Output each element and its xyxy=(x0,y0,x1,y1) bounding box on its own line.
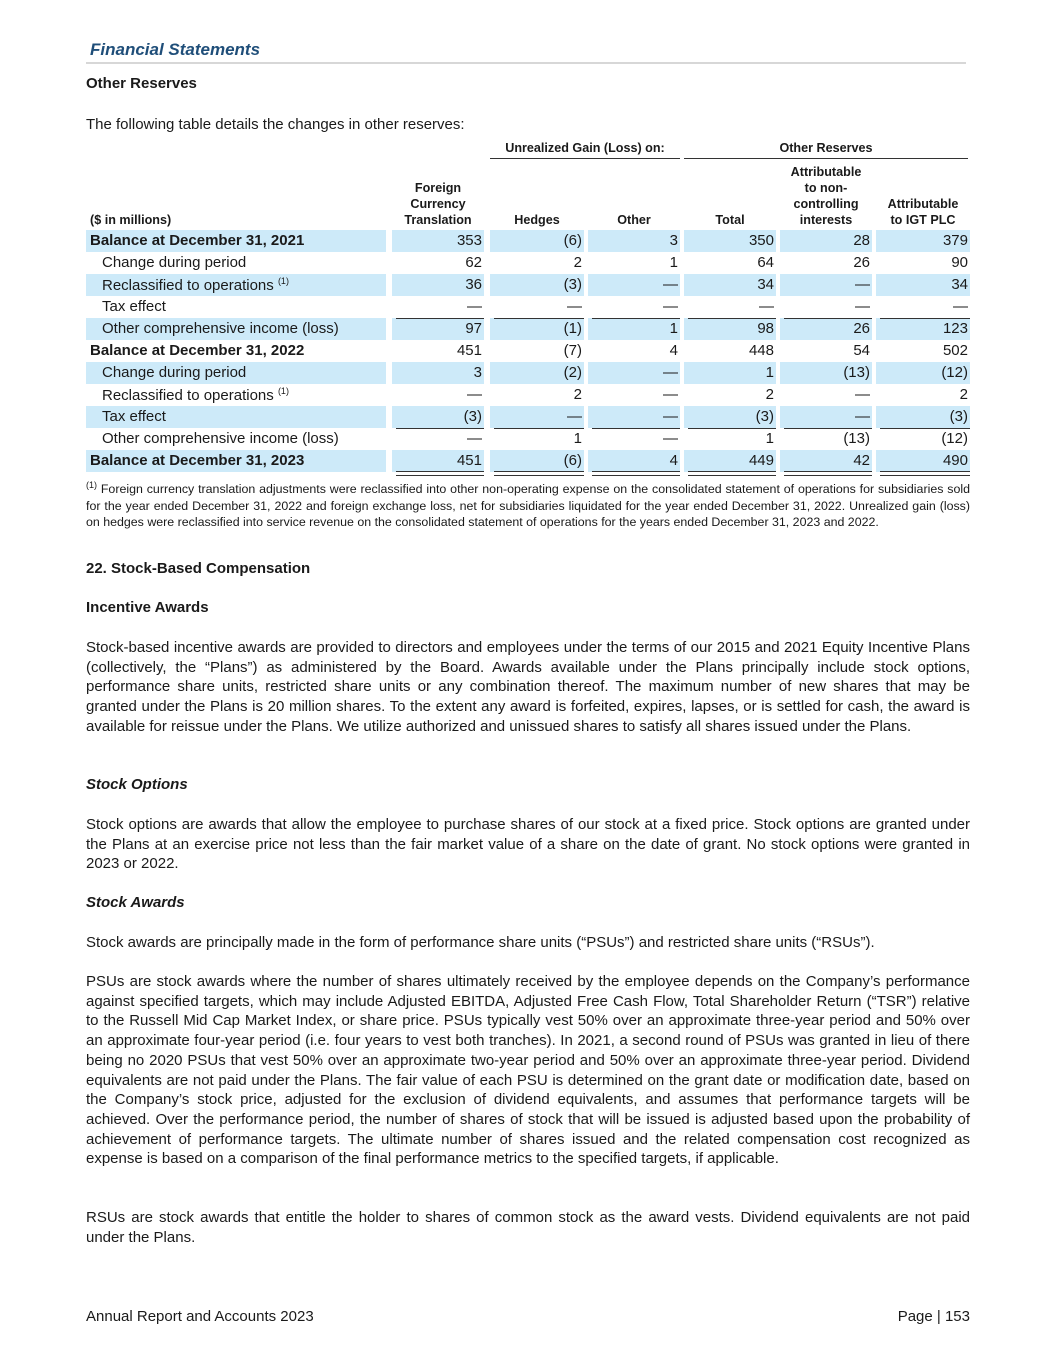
table-cell: 26 xyxy=(853,254,870,271)
row-label xyxy=(102,430,339,447)
table-row xyxy=(86,384,970,406)
table-cell: 64 xyxy=(757,254,774,271)
table-cell: — xyxy=(759,298,774,315)
row-label-text: Other comprehensive income (loss) xyxy=(102,320,339,337)
table-cell: 490 xyxy=(942,452,968,469)
footnote-reference: (1) xyxy=(277,276,289,286)
table-cell: 2 xyxy=(959,386,968,403)
column-header-line: to IGT PLC xyxy=(890,213,956,227)
table-cell: 353 xyxy=(456,232,482,249)
subtotal-underline xyxy=(880,428,970,429)
total-double-underline xyxy=(784,471,872,476)
row-label-text: Tax effect xyxy=(102,298,166,315)
subtotal-underline xyxy=(494,318,584,319)
table-row xyxy=(86,340,970,362)
footnote-text: Foreign currency translation adjustments were reclassified into other non-operating expense on the consolidated statement of operations for subsidiaries sold for the year ended December 31, 2022 and foreign exchange loss, net for subsidiaries liquidated for the year ended December 31, 2022. Unrealized gain (loss) on hedges were reclassified into service revenue on the consolidated statement of operations for the years ended December 31, 2023 and 2022. xyxy=(86,482,970,530)
table-cell: 123 xyxy=(942,320,968,337)
table-cell: 350 xyxy=(748,232,774,249)
column-header-label-text: ($ in millions) xyxy=(90,213,172,227)
table-cell: 451 xyxy=(456,452,482,469)
table-cell: 1 xyxy=(669,320,678,337)
row-label-text: Reclassified to operations xyxy=(102,277,274,294)
table-cell: 98 xyxy=(757,320,774,337)
group-header-other-reserves: Other Reserves xyxy=(779,141,873,155)
column-header-total xyxy=(684,164,776,228)
column-header-igt xyxy=(876,164,970,228)
column-header-line: Translation xyxy=(404,213,472,227)
table-footnote xyxy=(86,477,970,531)
column-header-line: Attributable xyxy=(887,197,959,211)
table-cell: 3 xyxy=(473,364,482,381)
footer-page-number: Page | 153 xyxy=(897,1308,970,1325)
total-double-underline xyxy=(880,471,970,476)
table-cell: 62 xyxy=(465,254,482,271)
table-cell: 2 xyxy=(765,386,774,403)
table-cell: 28 xyxy=(853,232,870,249)
other-reserves-intro: The following table details the changes in other reserves: xyxy=(86,116,465,133)
table-cell: (3) xyxy=(563,276,582,293)
table-cell: — xyxy=(953,298,968,315)
table-cell: 4 xyxy=(669,342,678,359)
table-cell: 379 xyxy=(942,232,968,249)
table-cell: 1 xyxy=(573,430,582,447)
column-header-line: Foreign xyxy=(414,181,462,195)
row-label xyxy=(102,254,246,271)
row-label xyxy=(102,408,166,425)
subtotal-underline xyxy=(396,318,484,319)
subtotal-underline xyxy=(784,318,872,319)
subtotal-underline xyxy=(688,428,776,429)
table-cell: — xyxy=(855,408,870,425)
stock-options-paragraph: Stock options are awards that allow the employee to purchase shares of our stock at a fixed price. Stock options are granted under the Plans at an exercise price not less than the fair market value of a share on the date of grant. No stock options were granted in 2023 or 2022. xyxy=(86,816,970,873)
table-cell: — xyxy=(467,298,482,315)
table-cell: 90 xyxy=(951,254,968,271)
column-header-line: Attributable xyxy=(790,165,862,179)
table-cell: (3) xyxy=(949,408,968,425)
subtotal-underline xyxy=(396,428,484,429)
table-cell: 2 xyxy=(573,254,582,271)
table-cell: 42 xyxy=(853,452,870,469)
table-cell: 1 xyxy=(765,430,774,447)
subtotal-underline xyxy=(784,428,872,429)
row-label xyxy=(90,342,304,359)
row-label xyxy=(90,232,304,249)
table-cell: — xyxy=(567,298,582,315)
column-header-line: Hedges xyxy=(514,213,560,227)
table-cell: — xyxy=(855,298,870,315)
row-label xyxy=(90,452,304,469)
column-header-line: Other xyxy=(617,213,651,227)
incentive-awards-heading: Incentive Awards xyxy=(86,599,209,616)
group-underline-unrealized xyxy=(490,158,680,159)
column-header-line: to non- xyxy=(804,181,848,195)
row-label xyxy=(102,386,289,404)
table-cell: (12) xyxy=(941,430,968,447)
table-cell: 502 xyxy=(942,342,968,359)
table-cell: 54 xyxy=(853,342,870,359)
footer-report-title: Annual Report and Accounts 2023 xyxy=(86,1308,314,1325)
table-row xyxy=(86,296,970,318)
footnote-marker: (1) xyxy=(86,480,97,490)
table-cell: (3) xyxy=(463,408,482,425)
row-label xyxy=(102,364,246,381)
stock-awards-paragraph: Stock awards are principally made in the form of performance share units (“PSUs”) and restricted share units (“RSUs”). xyxy=(86,934,875,951)
table-row xyxy=(86,230,970,252)
row-label-text: Tax effect xyxy=(102,408,166,425)
column-header-line: controlling xyxy=(793,197,859,211)
table-cell: — xyxy=(467,430,482,447)
table-cell: — xyxy=(467,386,482,403)
row-label-text: Balance at December 31, 2022 xyxy=(90,342,305,359)
table-cell: (13) xyxy=(843,430,870,447)
row-label-text: Balance at December 31, 2023 xyxy=(90,452,305,469)
column-header-hedges xyxy=(490,164,584,228)
table-cell: (6) xyxy=(563,452,582,469)
table-cell: 3 xyxy=(669,232,678,249)
table-cell: 1 xyxy=(669,254,678,271)
table-cell: — xyxy=(567,408,582,425)
other-reserves-heading: Other Reserves xyxy=(86,75,197,92)
column-header-nci xyxy=(780,164,872,228)
table-cell: — xyxy=(663,298,678,315)
rsu-paragraph: RSUs are stock awards that entitle the holder to shares of common stock as the award vests. Dividend equivalents are not paid under the Plans. xyxy=(86,1209,970,1246)
table-cell: (3) xyxy=(755,408,774,425)
table-cell: — xyxy=(663,430,678,447)
table-cell: — xyxy=(663,364,678,381)
row-label-text: Change during period xyxy=(102,364,247,381)
row-label-text: Reclassified to operations xyxy=(102,387,274,404)
group-underline-other-reserves xyxy=(684,158,968,159)
row-label xyxy=(102,298,166,315)
column-header-line: Total xyxy=(715,213,745,227)
column-header-label xyxy=(90,164,290,228)
table-cell: (12) xyxy=(941,364,968,381)
row-label-text: Change during period xyxy=(102,254,247,271)
subtotal-underline xyxy=(592,428,680,429)
table-row xyxy=(86,406,970,428)
stock-options-heading: Stock Options xyxy=(86,776,188,793)
table-cell: 1 xyxy=(765,364,774,381)
total-double-underline xyxy=(396,471,484,476)
incentive-awards-paragraph: Stock-based incentive awards are provided to directors and employees under the terms of our 2015 and 2021 Equity Incentive Plans (collectively, the “Plans”) as administered by the Board. Awards available under the Plans principally include stock options, performance share units, restricted share units or any combination thereof. The maximum number of new shares that may be granted under the Plans is 20 million shares. To the extent any award is forfeited, expires, lapses, or is settled for cash, the award is available for reissue under the Plans. We utilize authorized and unissued shares to satisfy all shares issued under the Plans. xyxy=(86,639,970,735)
table-cell: 26 xyxy=(853,320,870,337)
psu-paragraph: PSUs are stock awards where the number of shares ultimately received by the employee depends on the Company’s performance against specified targets, which may include Adjusted EBITDA, Adjusted Free Cash Flow, Total Shareholder Return (“TSR”) relative to the Russell Mid Cap Market Index, or share price. PSUs typically vest 50% over an approximate three-year period and 50% over an approximate four-year period (i.e. four years to vest both tranches). In 2021, a second round of PSUs was granted in lieu of there being no 2020 PSUs that vest 50% over an approximate two-year period and 50% over an approximate three-year period. Dividend equivalents are not paid under the Plans. The fair value of each PSU is determined on the grant date or modification date, based on the Company’s stock price, adjusted for the exclusion of dividend equivalents, and assumes that performance targets will be achieved. Over the performance period, the number of shares of stock that will be issued is adjusted based upon the probability of achievement of performance targets. The ultimate number of shares issued and the related compensation cost recognized as expense is based on a comparison of the final performance metrics to the specified targets, if applicable. xyxy=(86,973,970,1168)
column-header-foreign-currency xyxy=(392,164,484,228)
table-cell: — xyxy=(663,386,678,403)
table-cell: 451 xyxy=(456,342,482,359)
table-cell: 449 xyxy=(748,452,774,469)
column-header-line: interests xyxy=(799,213,853,227)
table-row xyxy=(86,362,970,384)
table-cell: 448 xyxy=(748,342,774,359)
table-cell: 2 xyxy=(573,386,582,403)
table-row xyxy=(86,274,970,296)
table-row xyxy=(86,252,970,274)
subtotal-underline xyxy=(494,428,584,429)
table-cell: — xyxy=(855,386,870,403)
row-label xyxy=(102,320,339,337)
table-cell: 34 xyxy=(757,276,774,293)
section-22-heading: 22. Stock-Based Compensation xyxy=(86,560,311,577)
total-double-underline xyxy=(494,471,584,476)
table-row xyxy=(86,428,970,450)
row-label xyxy=(102,276,289,294)
subtotal-underline xyxy=(592,318,680,319)
table-row xyxy=(86,450,970,472)
table-cell: 97 xyxy=(465,320,482,337)
section-header-title: Financial Statements xyxy=(90,40,261,59)
subtotal-underline xyxy=(688,318,776,319)
table-row xyxy=(86,318,970,340)
table-cell: 4 xyxy=(669,452,678,469)
table-cell: — xyxy=(663,408,678,425)
column-header-line: Currency xyxy=(410,197,466,211)
table-cell: (6) xyxy=(563,232,582,249)
subtotal-underline xyxy=(880,318,970,319)
table-cell: (1) xyxy=(563,320,582,337)
row-label-text: Balance at December 31, 2021 xyxy=(90,232,305,249)
table-cell: (13) xyxy=(843,364,870,381)
stock-awards-heading: Stock Awards xyxy=(86,894,185,911)
table-cell: (2) xyxy=(563,364,582,381)
total-double-underline xyxy=(688,471,776,476)
header-divider xyxy=(86,62,966,64)
column-header-other xyxy=(588,164,680,228)
group-header-unrealized: Unrealized Gain (Loss) on: xyxy=(505,141,665,155)
table-cell: 36 xyxy=(465,276,482,293)
table-cell: — xyxy=(663,276,678,293)
footnote-reference: (1) xyxy=(277,386,289,396)
table-cell: — xyxy=(855,276,870,293)
row-label-text: Other comprehensive income (loss) xyxy=(102,430,339,447)
total-double-underline xyxy=(592,471,680,476)
table-cell: 34 xyxy=(951,276,968,293)
table-cell: (7) xyxy=(563,342,582,359)
